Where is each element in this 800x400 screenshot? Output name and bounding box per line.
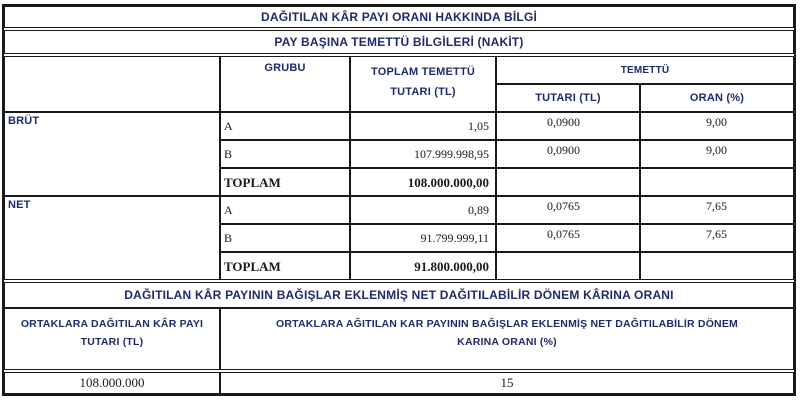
brut-total-empty-rate	[640, 168, 794, 196]
net-row-a-amount: 0,0765	[496, 196, 640, 224]
net-row-b-group: B	[220, 224, 350, 252]
ratio-col1-header-line2: TUTARI (TL)	[80, 336, 144, 348]
ratio-col2-header	[220, 308, 794, 370]
header-tutari: TUTARI (TL)	[496, 84, 640, 112]
ratio-section-heading: DAĞITILAN KÂR PAYININ BAĞIŞLAR EKLENMİŞ NET DAĞITILABİLİR DÖNEM KÂRINA ORANI	[4, 282, 794, 308]
net-total-empty-amount	[496, 252, 640, 280]
header-blank-cell	[4, 56, 220, 112]
brut-row-a-group: A	[220, 112, 350, 140]
brut-row-b-group: B	[220, 140, 350, 168]
brut-row-a-total: 1,05	[350, 112, 496, 140]
brut-total-label: TOPLAM	[220, 168, 350, 196]
header-oran: ORAN (%)	[640, 84, 794, 112]
ratio-col1-value: 108.000.000	[4, 372, 220, 394]
brut-row-a-amount: 0,0900	[496, 112, 640, 140]
brut-row-b-rate: 9,00	[640, 140, 794, 168]
header-temettu: TEMETTÜ	[496, 56, 794, 84]
section-label-net: NET	[4, 196, 220, 280]
net-total-label: TOPLAM	[220, 252, 350, 280]
brut-row-a-rate: 9,00	[640, 112, 794, 140]
brut-row-b-total: 107.999.998,95	[350, 140, 496, 168]
table-title: DAĞITILAN KÂR PAYI ORANI HAKKINDA BİLGİ	[4, 6, 794, 28]
net-row-a-total: 0,89	[350, 196, 496, 224]
brut-total-empty-amount	[496, 168, 640, 196]
table-subtitle: PAY BAŞINA TEMETTÜ BİLGİLERİ (NAKİT)	[4, 30, 794, 54]
section-label-brut: BRÜT	[4, 112, 220, 196]
net-row-b-amount: 0,0765	[496, 224, 640, 252]
ratio-col1-header-line1: ORTAKLARA DAĞITILAN KÂR PAYI	[20, 318, 204, 330]
header-grubu-label: GRUBU	[264, 62, 306, 74]
net-total-empty-rate	[640, 252, 794, 280]
header-toplam-temettu	[350, 56, 496, 112]
ratio-col2-header-line1: ORTAKLARA AĞITILAN KAR PAYININ BAĞIŞLAR EKLENMİŞ NET DAĞITILABİLİR DÖNEM	[275, 318, 738, 330]
net-row-a-rate: 7,65	[640, 196, 794, 224]
ratio-col2-value: 15	[220, 372, 794, 394]
header-toplam-temettu-line1: TOPLAM TEMETTÜ	[370, 66, 476, 78]
ratio-col1-header	[4, 308, 220, 370]
brut-row-b-amount: 0,0900	[496, 140, 640, 168]
brut-total-value: 108.000.000,00	[350, 168, 496, 196]
header-grubu	[220, 56, 350, 112]
net-row-b-total: 91.799.999,11	[350, 224, 496, 252]
net-total-value: 91.800.000,00	[350, 252, 496, 280]
net-row-b-rate: 7,65	[640, 224, 794, 252]
net-row-a-group: A	[220, 196, 350, 224]
ratio-col2-header-line2: KARINA ORANI (%)	[457, 336, 557, 348]
header-toplam-temettu-line2: TUTARI (TL)	[390, 86, 456, 98]
